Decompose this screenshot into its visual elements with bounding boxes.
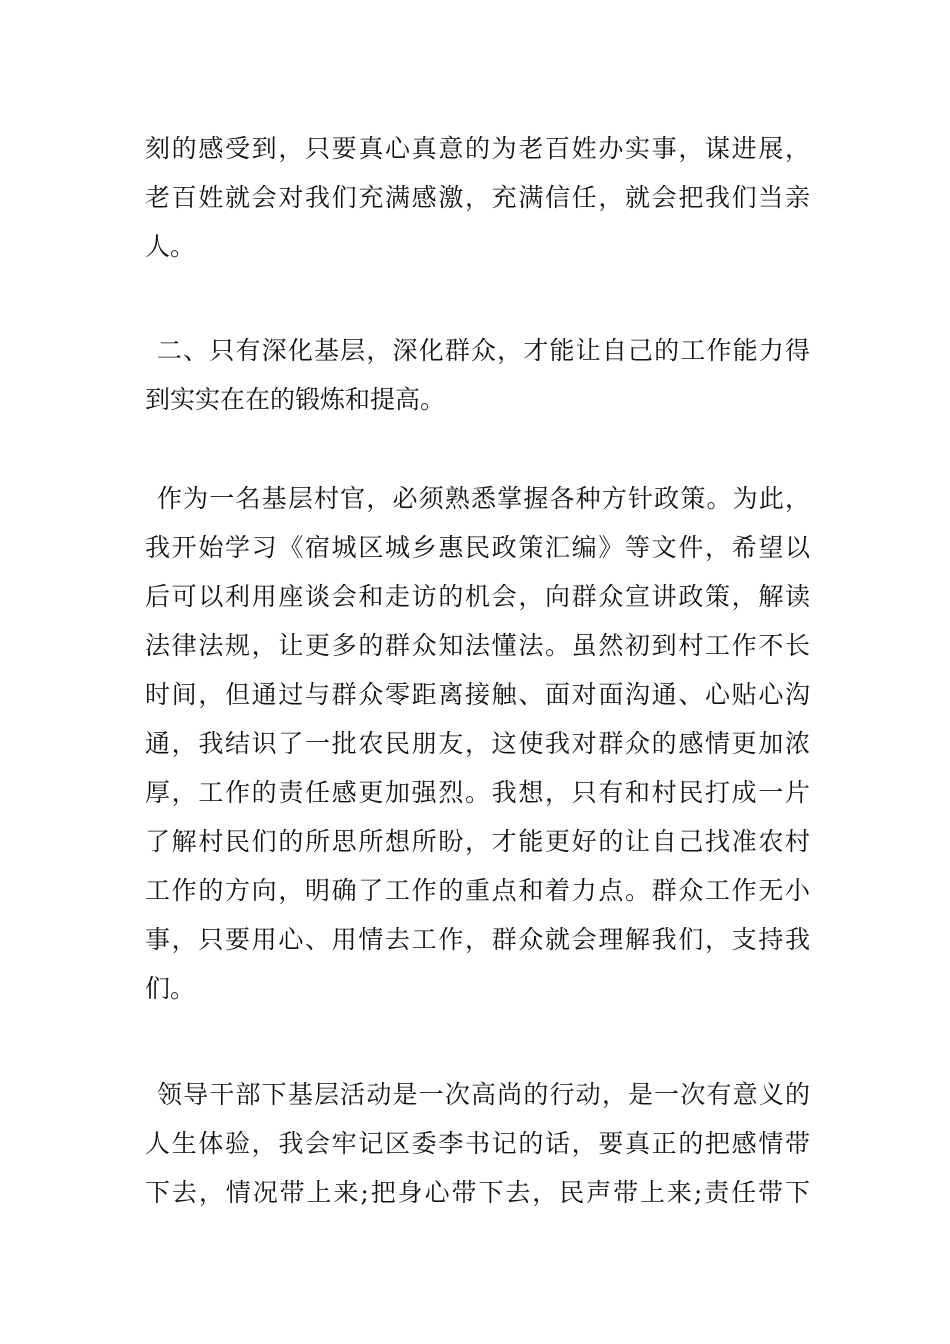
text-line: 我开始学习《宿城区城乡惠民政策汇编》等文件，希望以 <box>145 533 810 562</box>
text-line: 时间，但通过与群众零距离接触、面对面沟通、心贴心沟 <box>145 680 810 709</box>
text-line: 下去，情况带上来;把身心带下去，民声带上来;责任带下 <box>145 1178 810 1207</box>
paragraph-3 <box>145 474 810 1013</box>
text-line: 老百姓就会对我们充满感激，充满信任，就会把我们当亲 <box>145 183 810 212</box>
text-line: 事，只要用心、用情去工作，群众就会理解我们，支持我 <box>145 925 810 954</box>
text-line: 法律法规，让更多的群众知法懂法。虽然初到村工作不长 <box>145 631 810 660</box>
paragraph-2-heading <box>145 326 810 424</box>
text-line: 刻的感受到，只要真心真意的为老百姓办实事，谋进展， <box>145 134 810 163</box>
text-line: 二、只有深化基层，深化群众，才能让自己的工作能力得 <box>157 336 810 365</box>
text-line: 人生体验，我会牢记区委李书记的话，要真正的把感情带 <box>145 1129 810 1158</box>
text-line: 厚，工作的责任感更加强烈。我想，只有和村民打成一片 <box>145 778 810 807</box>
text-line: 工作的方向，明确了工作的重点和着力点。群众工作无小 <box>145 876 810 905</box>
text-line: 后可以利用座谈会和走访的机会，向群众宣讲政策，解读 <box>145 582 810 611</box>
text-line: 到实实在在的锻炼和提高。 <box>145 385 446 414</box>
text-line: 领导干部下基层活动是一次高尚的行动，是一次有意义的 <box>157 1080 810 1109</box>
text-line: 作为一名基层村官，必须熟悉掌握各种方针政策。为此， <box>157 484 810 513</box>
paragraph-1 <box>145 124 810 271</box>
text-line: 们。 <box>145 974 196 1003</box>
text-line: 人。 <box>145 232 196 261</box>
text-line: 通，我结识了一批农民朋友，这使我对群众的感情更加浓 <box>145 729 810 758</box>
paragraph-4 <box>145 1070 810 1217</box>
text-line: 了解村民们的所思所想所盼，才能更好的让自己找准农村 <box>145 827 810 856</box>
